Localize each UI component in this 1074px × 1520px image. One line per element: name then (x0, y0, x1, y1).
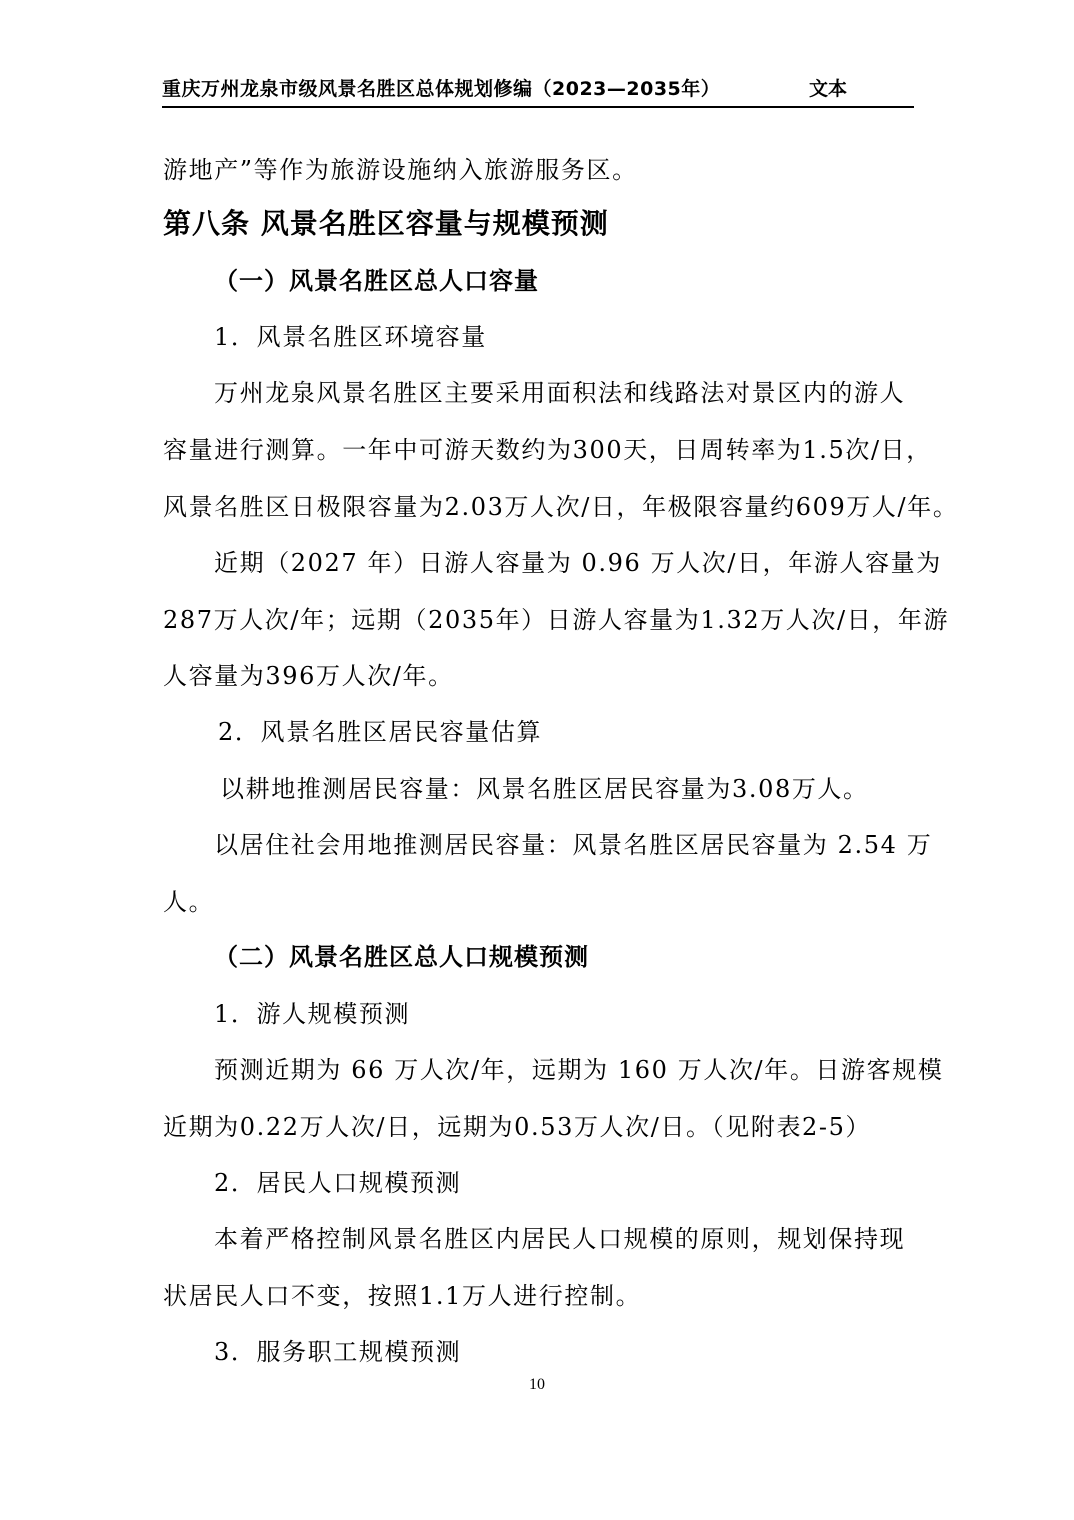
subsection-2-title: （二）风景名胜区总人口规模预测 (214, 943, 589, 971)
item-1-2-title: 2．风景名胜区居民容量估算 (218, 718, 543, 746)
page-number: 10 (529, 1376, 545, 1393)
paragraph-line: 风景名胜区日极限容量为2.03万人次/日，年极限容量约609万人/年。 (163, 493, 959, 521)
paragraph-line: 人。 (163, 888, 215, 916)
item-2-2-title: 2．居民人口规模预测 (214, 1169, 462, 1197)
paragraph-line: 近期（2027 年）日游人容量为 0.96 万人次/日，年游人容量为 (214, 549, 942, 577)
subsection-1-title: （一）风景名胜区总人口容量 (214, 267, 539, 295)
paragraph-line: 万州龙泉风景名胜区主要采用面积法和线路法对景区内的游人 (214, 379, 906, 407)
paragraph-line: 近期为0.22万人次/日，远期为0.53万人次/日。（见附表2-5） (163, 1113, 872, 1141)
section-title: 第八条 风景名胜区容量与规模预测 (163, 207, 609, 240)
header-title: 重庆万州龙泉市级风景名胜区总体规划修编（2023—2035年） (162, 78, 721, 100)
item-1-1-title: 1．风景名胜区环境容量 (214, 323, 487, 351)
paragraph-line: 预测近期为 66 万人次/年，远期为 160 万人次/年。日游客规模 (214, 1056, 944, 1084)
item-2-3-title: 3．服务职工规模预测 (214, 1338, 462, 1366)
page-header (162, 76, 914, 108)
paragraph-line: 状居民人口不变，按照1.1万人进行控制。 (163, 1282, 642, 1310)
paragraph-line: 本着严格控制风景名胜区内居民人口规模的原则，规划保持现 (214, 1225, 906, 1253)
paragraph-line: 人容量为396万人次/年。 (163, 662, 454, 690)
continuation-line: 游地产”等作为旅游设施纳入旅游服务区。 (163, 156, 638, 184)
item-2-1-title: 1．游人规模预测 (214, 1000, 411, 1028)
header-doc-type: 文本 (809, 78, 848, 100)
paragraph-line: 以耕地推测居民容量：风景名胜区居民容量为3.08万人。 (220, 775, 869, 803)
paragraph-line: 以居住社会用地推测居民容量：风景名胜区居民容量为 2.54 万 (214, 831, 933, 859)
paragraph-line: 287万人次/年；远期（2035年）日游人容量为1.32万人次/日，年游 (163, 606, 950, 634)
paragraph-line: 容量进行测算。一年中可游天数约为300天，日周转率为1.5次/日， (163, 436, 932, 464)
